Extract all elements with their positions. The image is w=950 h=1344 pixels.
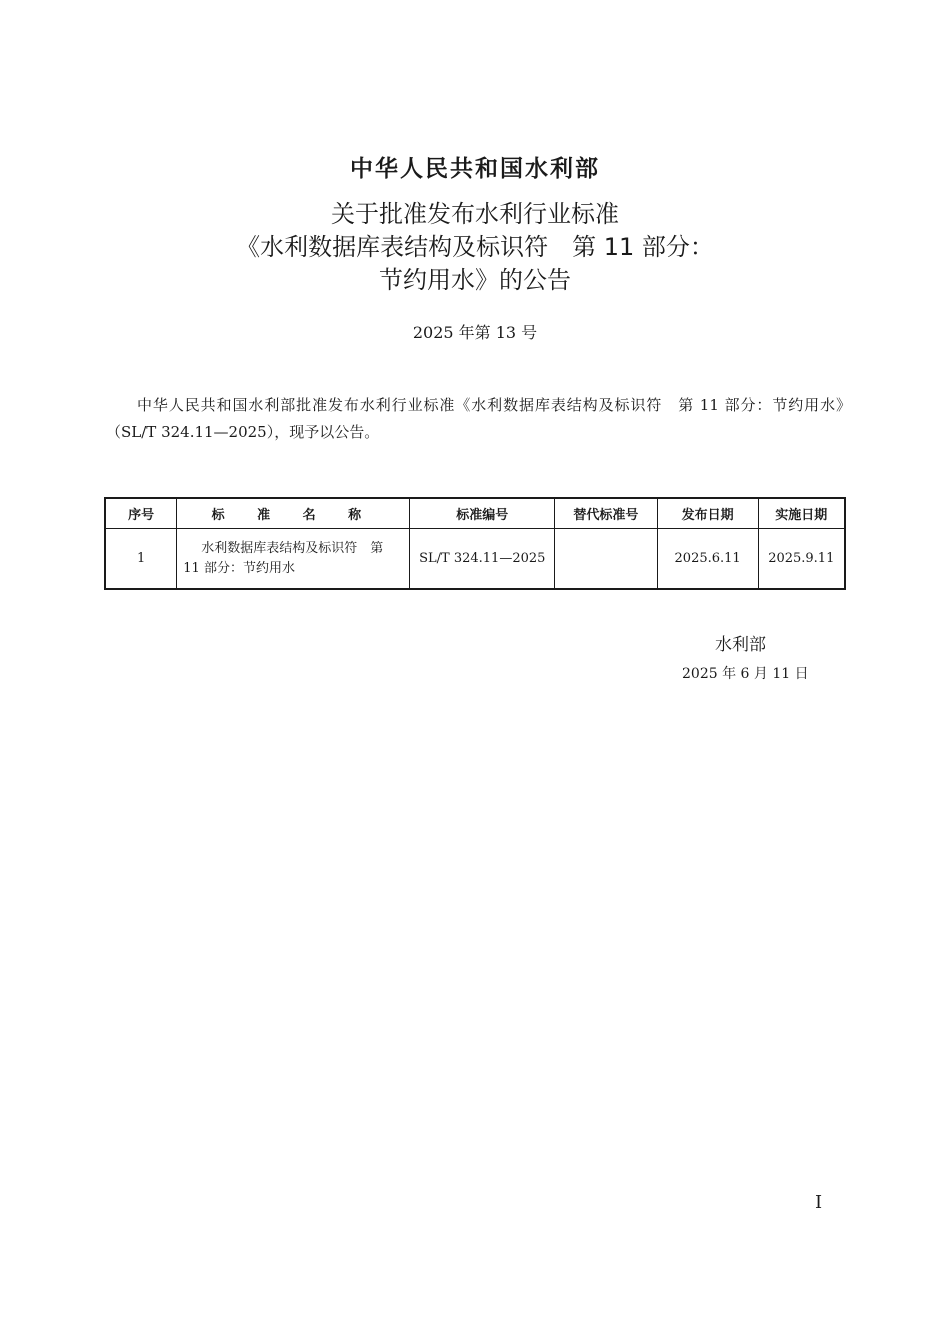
header-effective-date: 实施日期 (758, 498, 845, 529)
header-replaced-code: 替代标准号 (555, 498, 658, 529)
signature-organization: 水利部 (715, 635, 766, 655)
announcement-body: 中华人民共和国水利部批准发布水利行业标准《水利数据库表结构及标识符 第 11 部分：节约用水》（SL/T 324.11—2025），现予以公告。 (106, 396, 851, 441)
issue-number: 2025 年第 13 号 (412, 323, 538, 342)
table-row (105, 529, 845, 590)
announcement-title (0, 198, 950, 297)
title-line-3: 节约用水》的公告 (379, 266, 571, 294)
header-release-date: 发布日期 (657, 498, 758, 529)
header-standard-code: 标准编号 (410, 498, 555, 529)
header-serial: 序号 (105, 498, 177, 529)
cell-serial: 1 (105, 529, 177, 590)
title-line-1: 关于批准发布水利行业标准 (331, 200, 619, 228)
cell-standard-name: 水利数据库表结构及标识符 第 11 部分：节约用水 (177, 529, 410, 590)
cell-effective-date: 2025.9.11 (758, 529, 845, 590)
cell-release-date: 2025.6.11 (657, 529, 758, 590)
header-standard-name: 标 准 名 称 (177, 498, 410, 529)
signature-date: 2025 年 6 月 11 日 (682, 666, 809, 682)
cell-standard-code: SL/T 324.11—2025 (410, 529, 555, 590)
standards-table (104, 497, 846, 590)
title-line-2: 《水利数据库表结构及标识符 第 11 部分： (236, 233, 714, 261)
table-header-row (105, 498, 845, 529)
cell-replaced-code (555, 529, 658, 590)
issuing-organization: 中华人民共和国水利部 (350, 155, 600, 182)
page-number: I (815, 1192, 823, 1213)
